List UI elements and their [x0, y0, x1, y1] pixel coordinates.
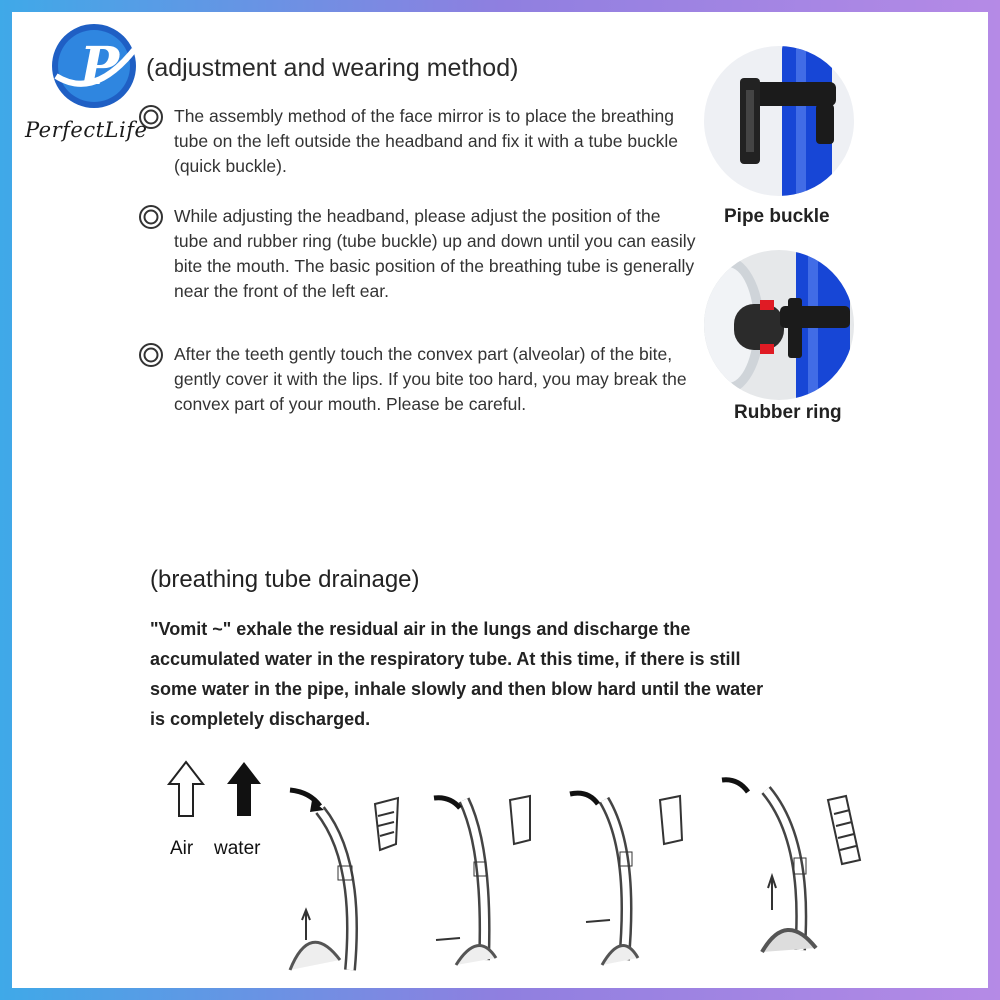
pipe-buckle-caption: Pipe buckle	[724, 206, 830, 227]
step-bullet-icon	[138, 204, 164, 230]
step-text: While adjusting the headband, please adjust the position of the tube and rubber ring (tube buckle) up and down until you can easily bite the mouth. The basic position of the breathing tube is generally near the front of the left ear.	[174, 206, 696, 301]
step-text: After the teeth gently touch the convex part (alveolar) of the bite, gently cover it with the lips. If you bite too hard, you may break the convex part of your mouth. Please be careful.	[174, 344, 687, 414]
drainage-text: "Vomit ~" exhale the residual air in the lungs and discharge the accumulated water in the respiratory tube. At this time, if there is still some water in the pipe, inhale slowly and then blow hard until the water is completely discharged.	[150, 619, 764, 729]
step-bullet-icon	[138, 104, 164, 130]
rubber-ring-photo	[704, 250, 854, 400]
drainage-step-figure	[250, 770, 420, 980]
wearing-step	[138, 104, 698, 179]
drainage-step-figure	[716, 770, 876, 980]
drainage-step-figure	[566, 770, 706, 980]
brand-logo-icon	[50, 22, 138, 110]
drainage-step-figure	[426, 770, 566, 980]
pipe-buckle-photo	[704, 46, 854, 196]
air-arrow-icon	[166, 760, 206, 820]
logo-letter: P	[80, 36, 120, 97]
wearing-step	[138, 204, 698, 304]
legend-water-label: water	[214, 838, 261, 859]
wearing-step	[138, 342, 698, 417]
brand-name: PerfectLife	[25, 118, 148, 142]
step-text: The assembly method of the face mirror is to place the breathing tube on the left outside the headband and fix it with a tube buckle (quick buckle).	[174, 106, 678, 176]
rubber-ring-caption: Rubber ring	[734, 402, 842, 423]
wearing-title: (adjustment and wearing method)	[146, 54, 519, 82]
step-bullet-icon	[138, 342, 164, 368]
drainage-title: (breathing tube drainage)	[150, 566, 420, 593]
legend-air-label: Air	[170, 838, 194, 859]
